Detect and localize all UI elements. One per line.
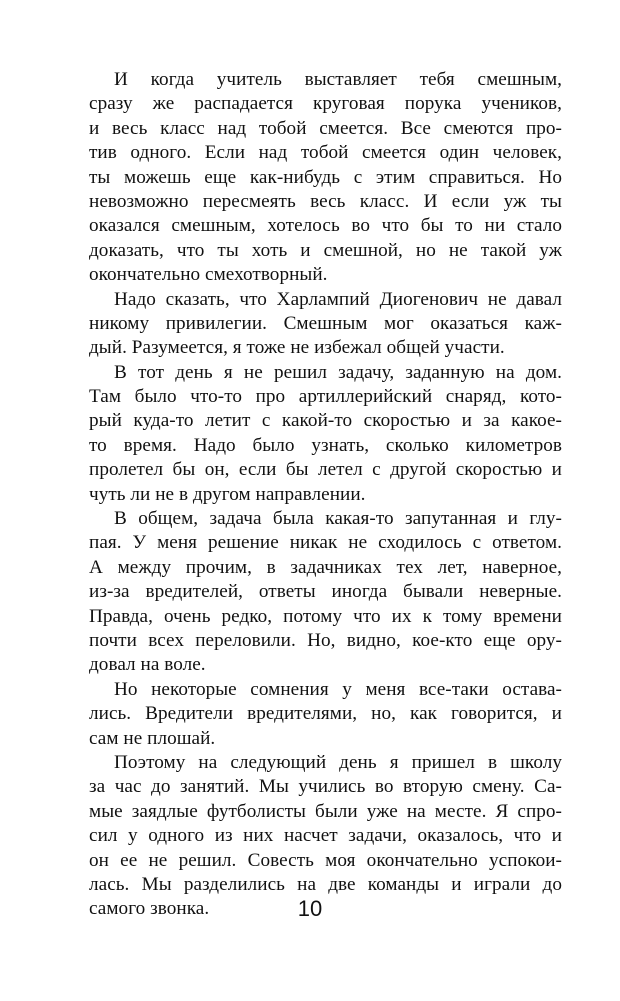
text-line: сил у одного из них насчет задачи, оказалось, что и — [89, 825, 562, 847]
paragraph-1 — [89, 68, 562, 288]
text-line: Правда, очень редко, потому что их к тому времени — [89, 605, 562, 627]
text-line: Но некоторые сомнения у меня все-таки остава- — [114, 678, 562, 700]
text-line: В тот день я не решил задачу, заданную на дом. — [114, 361, 562, 383]
text-line: невозможно пересмеять весь класс. И если уж ты — [89, 190, 562, 212]
text-line: самого звонка. — [89, 898, 210, 920]
text-line: и весь класс над тобой смеется. Все смеются про- — [89, 117, 562, 139]
paragraph-3 — [89, 361, 562, 507]
text-line: Поэтому на следующий день я пришел в школу — [114, 751, 562, 773]
text-line: сам не плошай. — [89, 727, 216, 749]
text-line: мые заядлые футболисты были уже на месте. Я спро- — [89, 800, 562, 822]
paragraph-5 — [89, 678, 562, 751]
paragraph-2 — [89, 288, 562, 361]
text-line: сразу же распадается круговая порука учеников, — [89, 93, 562, 115]
text-line: тив одного. Если над тобой смеется один человек, — [89, 142, 562, 164]
text-line: доказать, что ты хоть и смешной, но не такой уж — [89, 239, 562, 261]
text-line: пролетел бы он, если бы летел с другой скоростью и — [89, 459, 562, 481]
text-line: чуть ли не в другом направлении. — [89, 483, 366, 505]
text-line: довал на воле. — [89, 654, 206, 676]
text-line: из-за вредителей, ответы иногда бывали неверные. — [89, 581, 562, 603]
text-line: В общем, задача была какая-то запутанная и глу- — [114, 508, 562, 530]
text-line: Там было что-то про артиллерийский снаряд, кото- — [89, 386, 562, 408]
text-line: он ее не решил. Совесть моя окончательно успокои- — [89, 849, 562, 871]
page-number: 10 — [297, 896, 323, 921]
text-line: то время. Надо было узнать, сколько километров — [89, 434, 562, 456]
text-line: пая. У меня решение никак не сходилось с ответом. — [89, 532, 562, 554]
text-line: почти всех переловили. Но, видно, кое-кто еще ору- — [89, 629, 562, 651]
paragraph-4 — [89, 507, 562, 678]
text-line: рый куда-то летит с какой-то скоростью и за какое- — [89, 410, 562, 432]
text-line: окончательно смехотворный. — [89, 264, 328, 286]
text-line: дый. Разумеется, я тоже не избежал общей участи. — [89, 337, 505, 359]
text-line: за час до занятий. Мы учились во вторую смену. Са- — [89, 776, 562, 798]
text-line: лись. Вредители вредителями, но, как говорится, и — [89, 703, 562, 725]
text-line: оказался смешным, хотелось во что бы то ни стало — [89, 215, 562, 237]
text-line: лась. Мы разделились на две команды и играли до — [89, 873, 562, 895]
text-line: И когда учитель выставляет тебя смешным, — [114, 69, 562, 90]
text-line: ты можешь еще как-нибудь с этим справиться. Но — [89, 166, 562, 188]
body-text — [89, 68, 562, 922]
text-line: Надо сказать, что Харлампий Диогенович не давал — [114, 288, 562, 310]
text-line: А между прочим, в задачниках тех лет, наверное, — [89, 556, 562, 578]
text-line: никому привилегии. Смешным мог оказаться каж- — [89, 312, 562, 334]
